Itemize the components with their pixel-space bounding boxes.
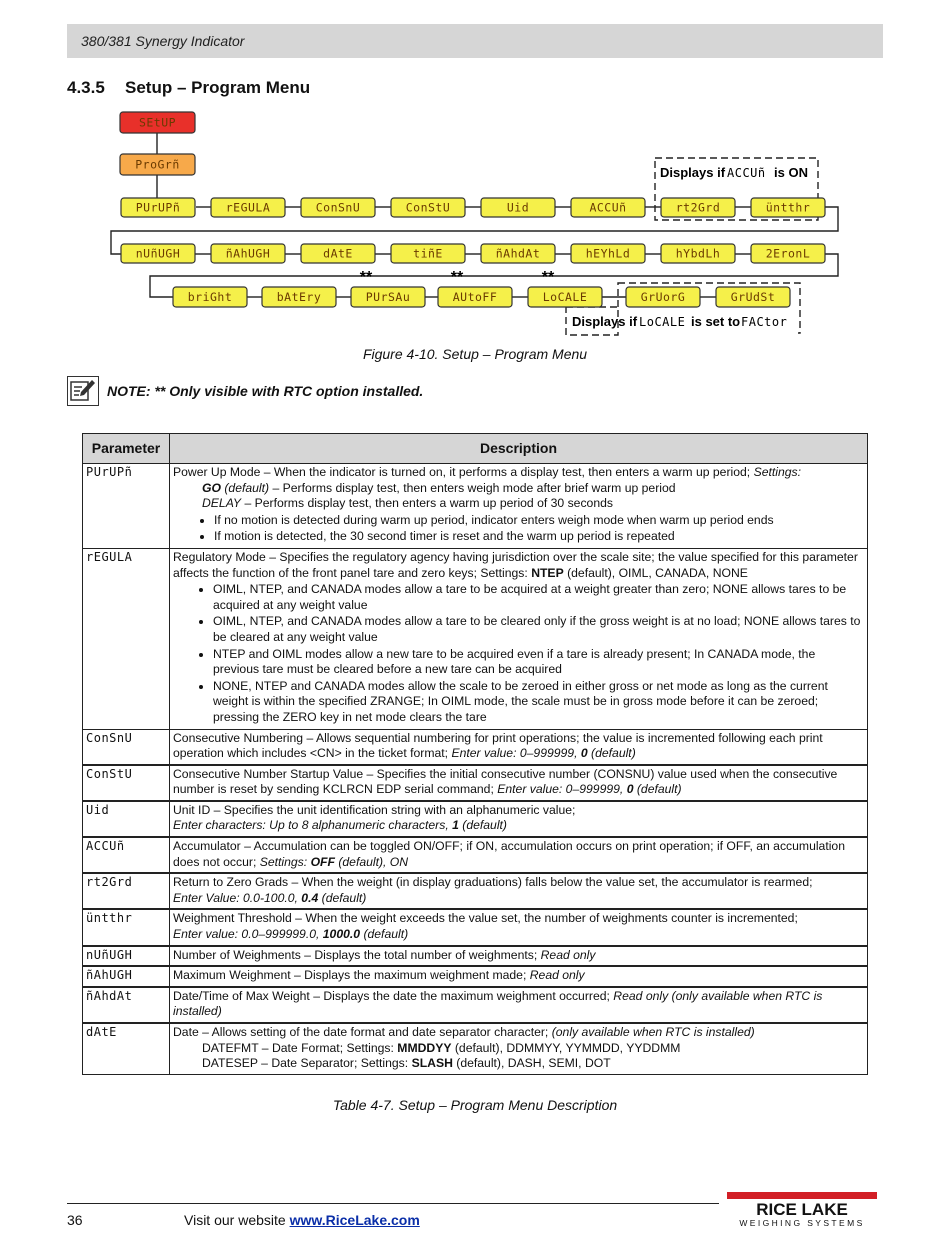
svg-text:ProGrñ: ProGrñ (135, 157, 180, 172)
rice-lake-logo (725, 1190, 880, 1230)
accum-note-prefix: Displays if (660, 165, 726, 180)
svg-text:briGht: briGht (187, 290, 233, 304)
note-text: NOTE: ** Only visible with RTC option installed. (107, 383, 424, 399)
menu-box-4 (391, 198, 465, 217)
section-number: 4.3.5 (67, 78, 105, 97)
table-row (83, 946, 868, 967)
param-description: Weighment Threshold – When the weight exceeds the value set, the number of weighments counter is incremented; Enter value: 0.0–999999.0, 1000.0 (default) (170, 909, 868, 945)
svg-text:ConStU: ConStU (405, 200, 451, 215)
menu-box-15 (661, 244, 735, 263)
param-code: rt2Grd (83, 873, 170, 909)
menu-box-3 (301, 198, 375, 217)
table-row (83, 729, 868, 765)
menu-box-19 (351, 287, 425, 307)
accum-note-suffix: is ON (774, 165, 808, 180)
table-row (83, 548, 868, 729)
svg-text:ACCUñ: ACCUñ (589, 200, 627, 215)
svg-text:Uid: Uid (506, 200, 530, 215)
param-code: ConSnU (83, 729, 170, 765)
list-item: • NTEP and OIML modes allow a new tare to be acquired even if a tare is already present; In CANADA mode, the previous tare must be cleared before a new tare can be acquired (213, 647, 864, 678)
list-item: • OIML, NTEP, and CANADA modes allow a tare to be acquired at a weight greater than zero; NONE allows tares to be acquired at any weight value (213, 582, 864, 613)
table-row (83, 801, 868, 837)
svg-text:ñAhdAt: ñAhdAt (495, 246, 541, 261)
menu-box-13 (481, 244, 555, 263)
locale-note-code: LoCALE (639, 315, 686, 329)
visit-label: Visit our website (184, 1212, 286, 1228)
menu-box-11 (301, 244, 375, 263)
menu-box-18 (262, 287, 336, 307)
param-description: Date/Time of Max Weight – Displays the date the maximum weighment occurred; Read only (only available when RTC is installed) (170, 987, 868, 1023)
param-code: rEGULA (83, 548, 170, 729)
section-title: Setup – Program Menu (125, 78, 311, 97)
list-item: • OIML, NTEP, and CANADA modes allow a tare to be cleared only if the gross weight is at no load; NONE allows tares to be cleared at any weight value (213, 614, 864, 645)
menu-box-17 (173, 287, 247, 307)
svg-text:nUñUGH: nUñUGH (135, 246, 181, 261)
param-code: Uid (83, 801, 170, 837)
param-description: Consecutive Number Startup Value – Specifies the initial consecutive number (CONSNU) value used when the consecutive number is reset by sending KCLRCN EDP serial command; Enter value: 0–999999, 0 (default) (170, 765, 868, 801)
list-item: • NONE, NTEP and CANADA modes allow the scale to be zeroed in either gross or net mode as long as the current weight is within the specified ZRANGE; In OIML mode, the scale must be in gross mode before it can be zeroed; pressing the ZERO key in net mode clears the tare (213, 679, 864, 726)
svg-text:hYbdLh: hYbdLh (675, 246, 721, 261)
page-number: 36 (67, 1212, 83, 1228)
menu-box-5 (481, 198, 555, 217)
menu-box-14 (571, 244, 645, 263)
note-pencil-icon (67, 376, 99, 406)
param-description: Accumulator – Accumulation can be toggled ON/OFF; if ON, accumulation occurs on print operation; if OFF, an accumulation does not occur; Settings: OFF (default), ON (170, 837, 868, 873)
menu-box-9 (121, 244, 195, 263)
svg-text:GrUorG: GrUorG (640, 290, 686, 304)
svg-text:üntthr: üntthr (765, 200, 811, 215)
locale-note-code2: FACtor (741, 315, 788, 329)
table-row (83, 873, 868, 909)
rtc-marker: ** (541, 269, 555, 286)
param-code: ACCUñ (83, 837, 170, 873)
svg-text:bAtEry: bAtEry (276, 290, 322, 304)
svg-text:SEtUP: SEtUP (138, 115, 177, 130)
menu-box-12 (391, 244, 465, 263)
menu-boxes (120, 112, 825, 307)
param-description: Consecutive Numbering – Allows sequential numbering for print operations; the value is incremented following each print operation which includes <CN> in the ticket format; Enter value: 0–999999, 0 (default) (170, 729, 868, 765)
svg-text:ConSnU: ConSnU (315, 200, 361, 215)
menu-box-10 (211, 244, 285, 263)
param-code: PUrUPñ (83, 464, 170, 549)
locale-note-mid: is set to (691, 314, 741, 329)
param-description: Date – Allows setting of the date format and date separator character; (only available when RTC is installed) DATEFMT – Date Format; Settings: MMDDYY (default), DDMMYY, YYMMDD, YYDDMM DATESEP – Date Separator; Settings: SLASH (default), DASH, SEMI, DOT (170, 1023, 868, 1074)
menu-box-setup (120, 112, 195, 133)
svg-text:2EronL: 2EronL (765, 246, 811, 261)
param-description: Power Up Mode – When the indicator is turned on, it performs a display test, then enters a warm up period; Settings: GO (default) – Performs display test, then enters weigh mode after brief warm up period DELAY – Performs display test, then enters a warm up period of 30 seconds • If no motion is detected during warm up period, indicator enters weigh mode when warm up period ends • If motion is detected, the 30 second timer is reset and the warm up period is repeated (170, 464, 868, 549)
rtc-marker: ** (359, 269, 373, 286)
param-code: ConStU (83, 765, 170, 801)
svg-text:PUrSAu: PUrSAu (365, 290, 411, 304)
svg-text:dAtE: dAtE (323, 246, 353, 261)
table-caption: Table 4-7. Setup – Program Menu Description (332, 1097, 618, 1113)
menu-box-8 (751, 198, 825, 217)
param-code: üntthr (83, 909, 170, 945)
accum-note-code: ACCUñ (727, 166, 766, 180)
table-row (83, 966, 868, 987)
svg-text:rEGULA: rEGULA (225, 200, 271, 215)
description-column-header: Description (170, 434, 868, 464)
footer-rule (67, 1203, 719, 1204)
param-description: Unit ID – Specifies the unit identification string with an alphanumeric value; Enter characters: Up to 8 alphanumeric characters, 1 (default) (170, 801, 868, 837)
param-code: ñAhUGH (83, 966, 170, 987)
menu-box-7 (661, 198, 735, 217)
param-description: Number of Weighments – Displays the total number of weighments; Read only (170, 946, 868, 967)
param-code: ñAhdAt (83, 987, 170, 1023)
document-title: 380/381 Synergy Indicator (81, 33, 245, 49)
menu-box-22 (626, 287, 700, 307)
table-row (83, 909, 868, 945)
menu-box-6 (571, 198, 645, 217)
table-row (83, 837, 868, 873)
menu-box-20 (438, 287, 512, 307)
program-menu-diagram (0, 0, 950, 345)
table-row (83, 765, 868, 801)
svg-text:WEIGHING SYSTEMS: WEIGHING SYSTEMS (739, 1218, 865, 1228)
param-code: dAtE (83, 1023, 170, 1074)
param-code: nUñUGH (83, 946, 170, 967)
param-description: Return to Zero Grads – When the weight (in display graduations) falls below the value set, the accumulator is rearmed; Enter Value: 0.0-100.0, 0.4 (default) (170, 873, 868, 909)
figure-caption: Figure 4-10. Setup – Program Menu (362, 346, 588, 362)
menu-box-program (120, 154, 195, 175)
param-description: Regulatory Mode – Specifies the regulatory agency having jurisdiction over the scale site; the value specified for this parameter affects the function of the front panel tare and zero keys; Settings: NTEP (default), OIML, CANADA, NONE • OIML, NTEP, and CANADA modes allow a tare to be acquired at a weight greater than zero; NONE allows tares to be acquired at any weight value • OIML, NTEP, and CANADA modes allow a tare to be cleared only if the gross weight is at no load; NONE allows tares to be cleared at any weight value • NTEP and OIML modes allow a new tare to be acquired even if a tare is already present; In CANADA mode, the previous tare must be cleared before a new tare can be acquired • NONE, NTEP and CANADA modes allow the scale to be zeroed in either gross or net mode as long as the current weight is within the specified ZRANGE; In OIML mode, the scale must be in gross mode before it can be zeroed; pressing the ZERO key in net mode clears the tare (170, 548, 868, 729)
menu-box-16 (751, 244, 825, 263)
svg-text:PUrUPñ: PUrUPñ (135, 200, 181, 215)
menu-box-2 (211, 198, 285, 217)
svg-text:AUtoFF: AUtoFF (452, 290, 498, 304)
svg-text:rt2Grd: rt2Grd (675, 200, 721, 215)
menu-box-21 (528, 287, 602, 307)
footer-visit (184, 1212, 420, 1228)
svg-text:RICE LAKE: RICE LAKE (756, 1200, 848, 1219)
list-item: • If motion is detected, the 30 second timer is reset and the warm up period is repeated (214, 529, 864, 545)
param-description: Maximum Weighment – Displays the maximum weighment made; Read only (170, 966, 868, 987)
menu-box-1 (121, 198, 195, 217)
rtc-markers (360, 269, 555, 286)
svg-text:GrUdSt: GrUdSt (730, 290, 776, 304)
svg-text:tiñE: tiñE (413, 246, 443, 261)
table-header-row (83, 434, 868, 464)
list-item: • If no motion is detected during warm up period, indicator enters weigh mode when warm up period ends (214, 513, 864, 529)
locale-note-prefix: Displays if (572, 314, 638, 329)
table-row (83, 464, 868, 549)
website-link[interactable]: www.RiceLake.com (289, 1212, 420, 1228)
svg-text:LoCALE: LoCALE (542, 290, 588, 304)
svg-text:ñAhUGH: ñAhUGH (225, 246, 271, 261)
table-row (83, 1023, 868, 1074)
table-row (83, 987, 868, 1023)
parameter-table (82, 433, 868, 1075)
rtc-marker: ** (450, 269, 464, 286)
parameter-column-header: Parameter (83, 434, 170, 464)
svg-text:hEYhLd: hEYhLd (585, 246, 631, 261)
menu-box-23 (716, 287, 790, 307)
